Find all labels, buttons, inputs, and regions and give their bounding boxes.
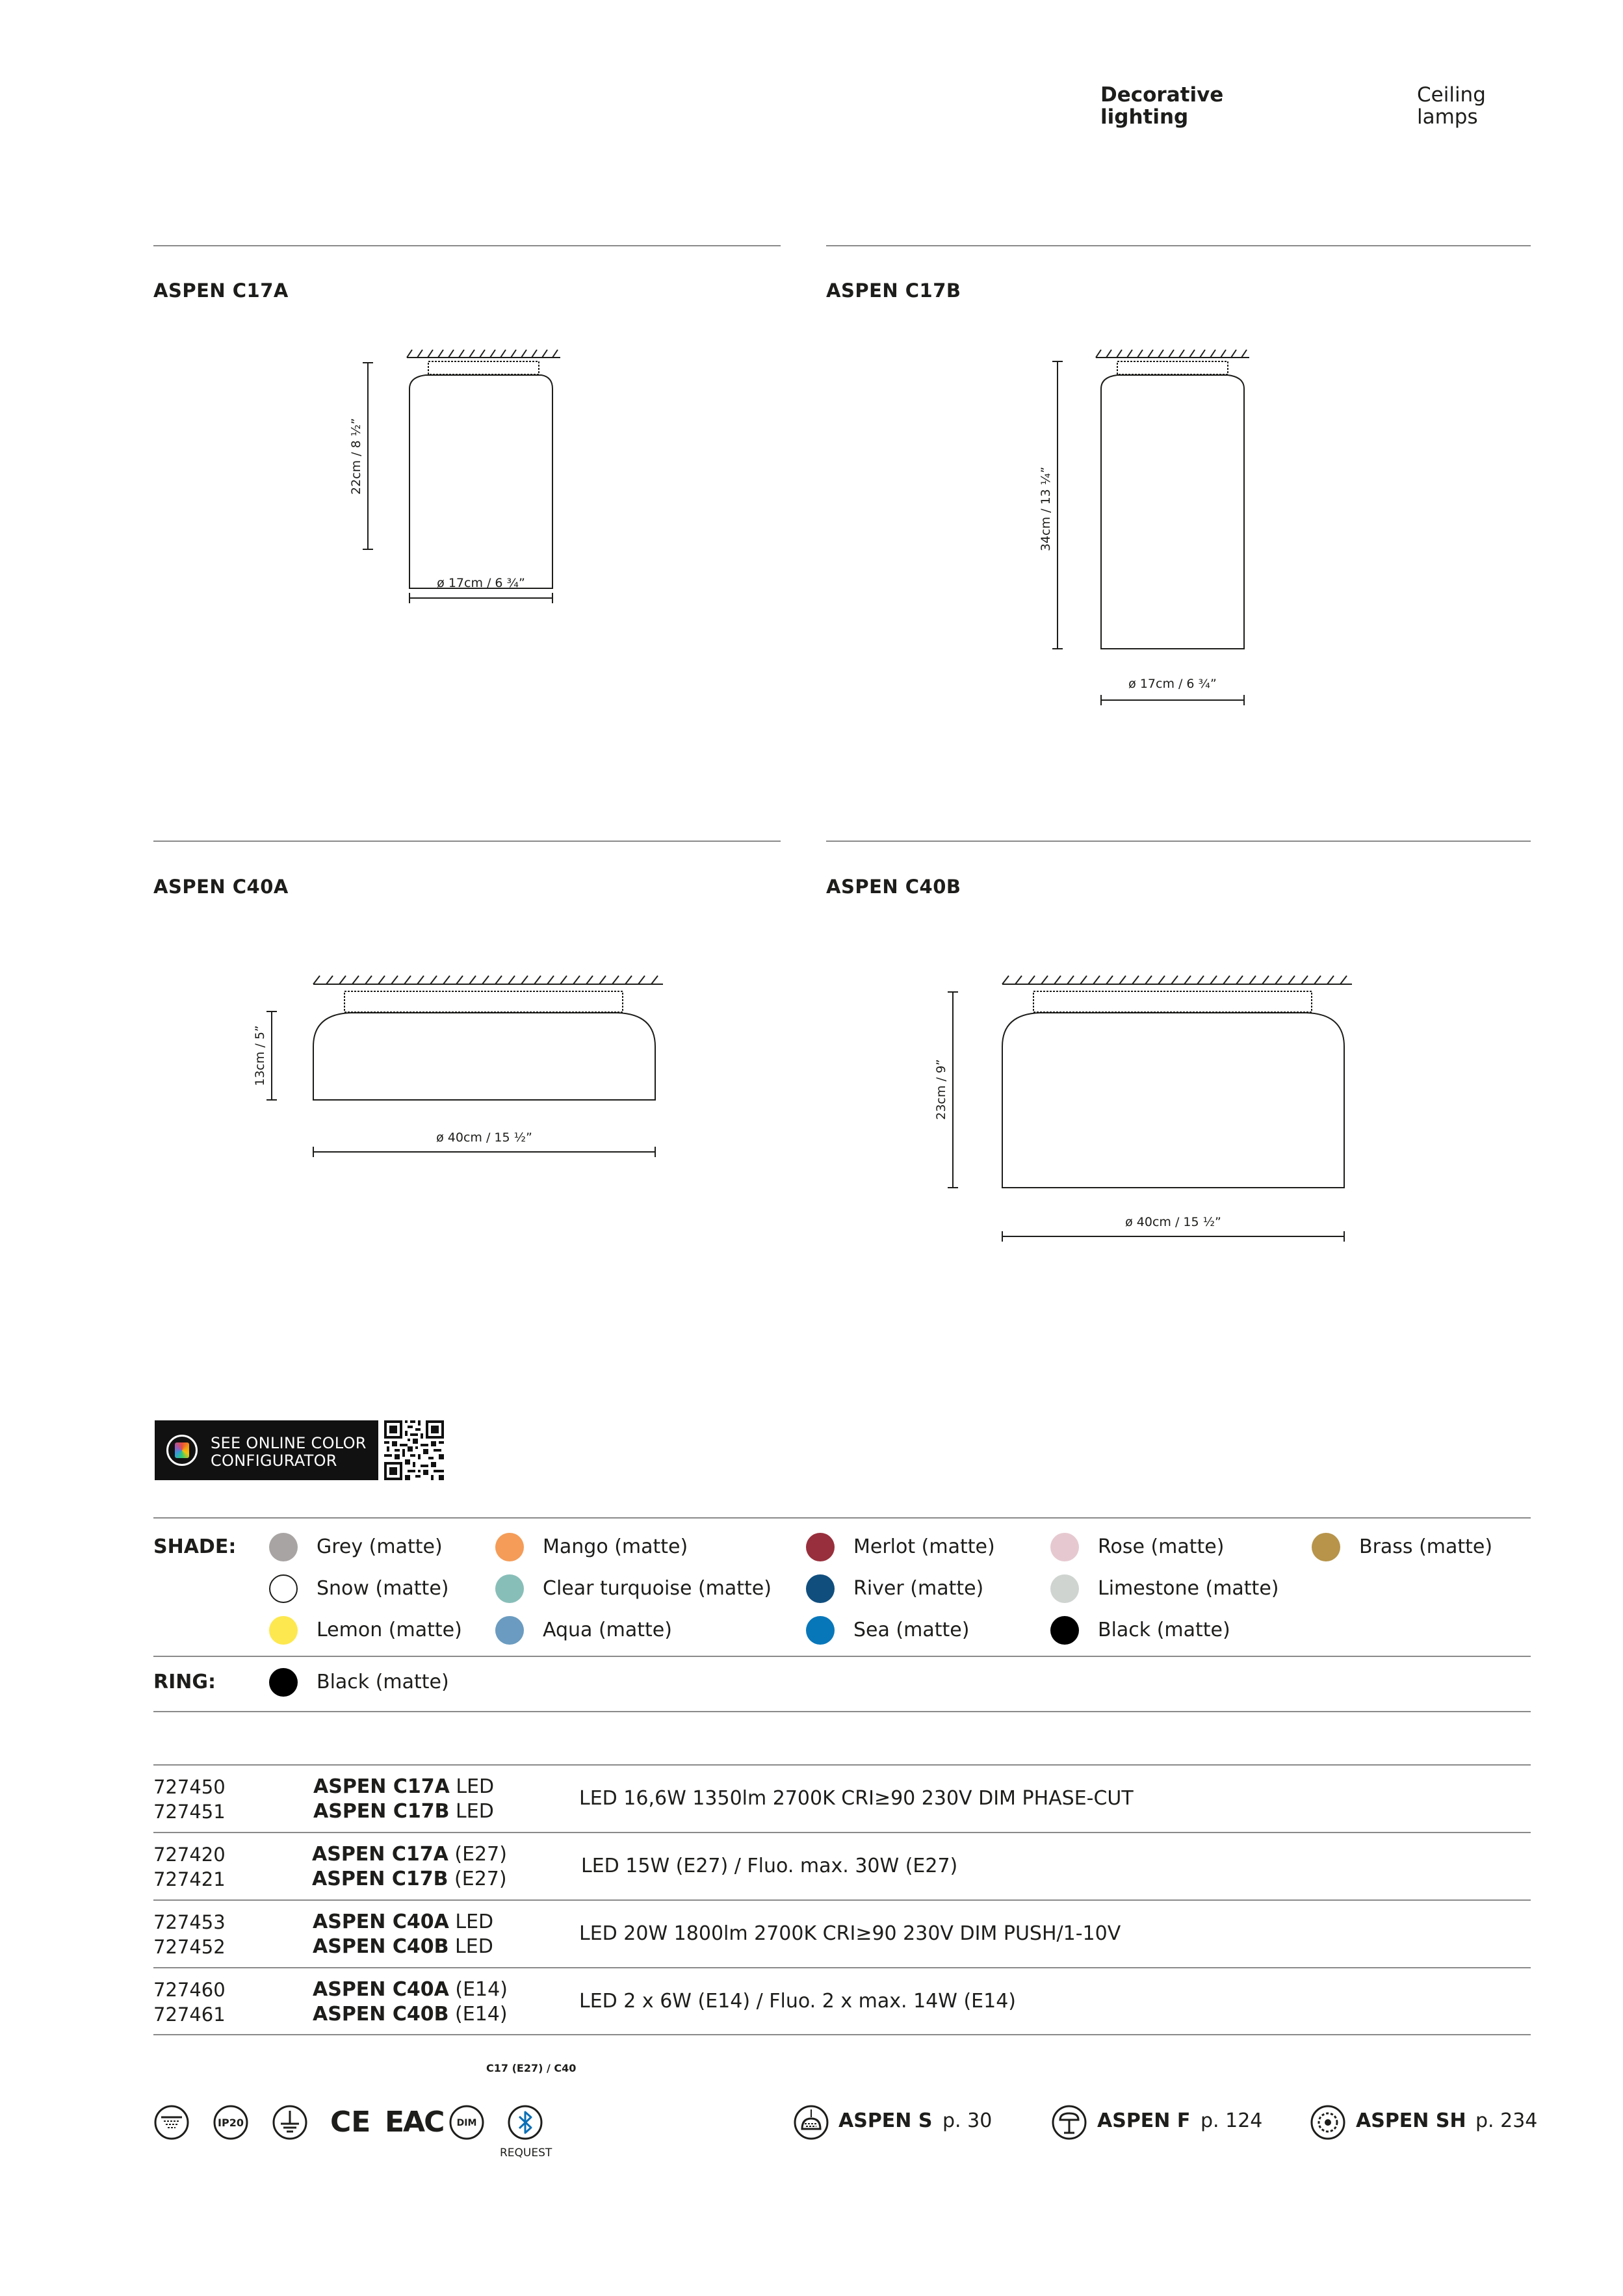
color-palette-icon bbox=[166, 1435, 198, 1466]
dim-icon bbox=[448, 2104, 485, 2141]
color-swatch bbox=[269, 1574, 298, 1603]
divider bbox=[153, 841, 781, 842]
spec-text: LED 2 x 6W (E14) / Fluo. 2 x max. 14W (E14) bbox=[579, 1990, 1016, 2013]
drawing-c40a bbox=[247, 956, 682, 1164]
divider bbox=[153, 1832, 1531, 1833]
height-label: 13cm / 5” bbox=[253, 1025, 267, 1086]
eac-mark-icon: EAC bbox=[385, 2106, 444, 2139]
color-swatch bbox=[1312, 1533, 1340, 1561]
color-swatch bbox=[1050, 1616, 1079, 1645]
color-swatch bbox=[495, 1574, 524, 1603]
height-label: 34cm / 13 ¼” bbox=[1039, 466, 1053, 552]
model-name: ASPEN C40A (E14) bbox=[313, 1978, 508, 2001]
ceiling-mount-icon bbox=[153, 2104, 190, 2141]
ring-label: RING: bbox=[153, 1671, 216, 1693]
divider bbox=[153, 1899, 1531, 1901]
related-name: ASPEN F bbox=[1097, 2109, 1191, 2132]
color-swatch bbox=[269, 1533, 298, 1561]
color-swatch bbox=[806, 1574, 835, 1603]
ring-option-label: Black (matte) bbox=[317, 1671, 449, 1693]
ref-code: 727452 bbox=[153, 1936, 226, 1958]
related-name: ASPEN S bbox=[838, 2109, 933, 2132]
configurator-label: SEE ONLINE COLOR CONFIGURATOR bbox=[211, 1434, 367, 1470]
color-swatch bbox=[1050, 1533, 1079, 1561]
drawing-c17a bbox=[338, 338, 572, 611]
ref-code: 727460 bbox=[153, 1979, 226, 2001]
model-name: ASPEN C40B (E14) bbox=[313, 2003, 508, 2026]
drawing-c40b bbox=[936, 956, 1371, 1248]
class-i-icon bbox=[272, 2104, 308, 2141]
divider bbox=[153, 1517, 1531, 1519]
color-swatch bbox=[269, 1616, 298, 1645]
shade-option-label: Snow (matte) bbox=[317, 1577, 449, 1600]
diameter-label: ø 40cm / 15 ½” bbox=[1125, 1215, 1221, 1229]
ref-code: 727453 bbox=[153, 1911, 226, 1933]
bluetooth-caption: REQUEST bbox=[500, 2146, 552, 2159]
ref-code: 727451 bbox=[153, 1801, 226, 1823]
dim-text: DIM bbox=[456, 2118, 477, 2128]
ip20-icon bbox=[213, 2104, 249, 2141]
shade-option-label: Sea (matte) bbox=[853, 1619, 970, 1641]
diameter-label: ø 17cm / 6 ¾” bbox=[1128, 677, 1217, 691]
shade-lamp-icon bbox=[1310, 2104, 1346, 2141]
qr-code-icon[interactable] bbox=[384, 1420, 444, 1480]
model-name: ASPEN C40A LED bbox=[313, 1911, 494, 1933]
ref-code: 727461 bbox=[153, 2003, 226, 2026]
spec-text: LED 15W (E27) / Fluo. max. 30W (E27) bbox=[581, 1855, 958, 1877]
color-swatch bbox=[495, 1533, 524, 1561]
bluetooth-note: C17 (E27) / C40 bbox=[486, 2062, 577, 2074]
color-swatch bbox=[495, 1616, 524, 1645]
divider bbox=[153, 1764, 1531, 1766]
related-page: p. 234 bbox=[1475, 2109, 1538, 2132]
divider bbox=[826, 841, 1531, 842]
shade-option-label: Lemon (matte) bbox=[317, 1619, 462, 1641]
divider bbox=[826, 245, 1531, 246]
shade-option-label: Black (matte) bbox=[1098, 1619, 1230, 1641]
product-title-c40b: ASPEN C40B bbox=[826, 876, 961, 898]
shade-option-label: Brass (matte) bbox=[1359, 1535, 1493, 1558]
color-swatch bbox=[806, 1533, 835, 1561]
shade-option-label: Rose (matte) bbox=[1098, 1535, 1225, 1558]
subcategory-title: Ceiling lamps bbox=[1417, 83, 1486, 129]
related-name: ASPEN SH bbox=[1356, 2109, 1466, 2132]
product-title-c17b: ASPEN C17B bbox=[826, 280, 961, 302]
color-swatch bbox=[806, 1616, 835, 1645]
model-name: ASPEN C17B (E27) bbox=[312, 1868, 507, 1890]
ip-rating-text: IP20 bbox=[218, 2117, 244, 2129]
shade-option-label: Clear turquoise (matte) bbox=[543, 1577, 772, 1600]
height-label: 23cm / 9” bbox=[934, 1059, 948, 1120]
divider bbox=[153, 245, 781, 246]
shade-option-label: Merlot (matte) bbox=[853, 1535, 995, 1558]
model-name: ASPEN C17A LED bbox=[313, 1775, 495, 1798]
spec-text: LED 16,6W 1350lm 2700K CRI≥90 230V DIM PHASE-CUT bbox=[579, 1787, 1134, 1810]
model-name: ASPEN C17A (E27) bbox=[312, 1843, 507, 1866]
suspension-lamp-icon bbox=[793, 2104, 829, 2141]
shade-option-label: River (matte) bbox=[853, 1577, 984, 1600]
ce-mark-icon: CE bbox=[330, 2106, 371, 2139]
height-label: 22cm / 8 ½” bbox=[349, 418, 363, 495]
divider bbox=[153, 1711, 1531, 1712]
product-title-c17a: ASPEN C17A bbox=[153, 280, 289, 302]
color-swatch bbox=[269, 1668, 298, 1697]
model-name: ASPEN C17B LED bbox=[313, 1800, 494, 1823]
color-swatch bbox=[1050, 1574, 1079, 1603]
shade-option-label: Limestone (matte) bbox=[1098, 1577, 1279, 1600]
color-configurator-button[interactable] bbox=[155, 1420, 378, 1480]
related-page: p. 30 bbox=[942, 2109, 993, 2132]
divider bbox=[153, 1656, 1531, 1657]
ref-code: 727421 bbox=[153, 1868, 226, 1890]
divider bbox=[153, 1967, 1531, 1968]
shade-option-label: Mango (matte) bbox=[543, 1535, 688, 1558]
shade-option-label: Aqua (matte) bbox=[543, 1619, 672, 1641]
divider bbox=[153, 2034, 1531, 2035]
bluetooth-icon bbox=[507, 2104, 543, 2141]
model-name: ASPEN C40B LED bbox=[313, 1935, 493, 1958]
ref-code: 727420 bbox=[153, 1844, 226, 1866]
product-title-c40a: ASPEN C40A bbox=[153, 876, 289, 898]
shade-label: SHADE: bbox=[153, 1535, 237, 1558]
floor-lamp-icon bbox=[1051, 2104, 1087, 2141]
related-page: p. 124 bbox=[1201, 2109, 1263, 2132]
ref-code: 727450 bbox=[153, 1776, 226, 1798]
shade-option-label: Grey (matte) bbox=[317, 1535, 443, 1558]
diameter-label: ø 17cm / 6 ¾” bbox=[437, 576, 525, 590]
drawing-c17b bbox=[1027, 338, 1261, 715]
category-title: Decorative lighting bbox=[1100, 83, 1224, 129]
diameter-label: ø 40cm / 15 ½” bbox=[436, 1130, 532, 1145]
spec-text: LED 20W 1800lm 2700K CRI≥90 230V DIM PUSH/1-10V bbox=[579, 1922, 1121, 1945]
